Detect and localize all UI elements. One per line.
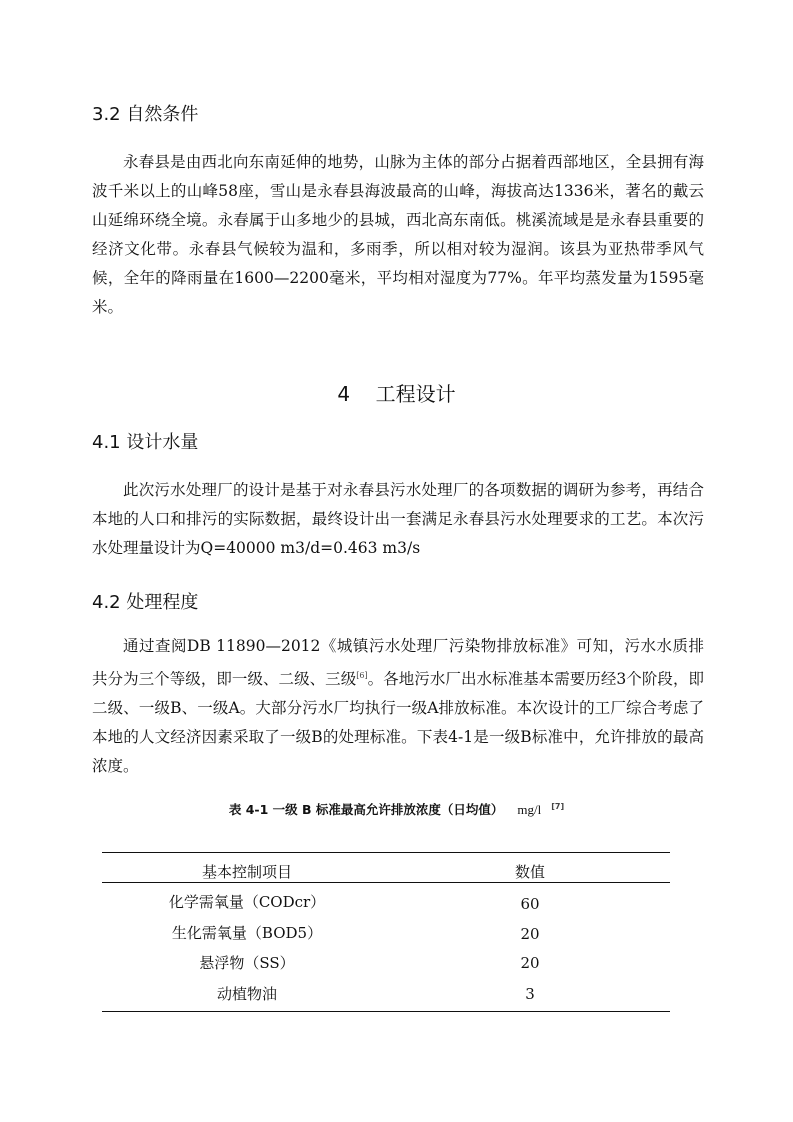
section-heading-3-2: 3.2 自然条件 <box>92 104 199 125</box>
paragraph-text-part-2: 。各地污水厂出水标准基本需要历经3个阶段，即二级、一级B、一级A。大部分污水厂均执行一级A排放标准。本次设计的工厂综合考虑了本地的人文经济因素采取了一级B的处理标准。下表4-1是一级B标准中，允许排放的最高浓度。 <box>92 670 704 776</box>
table-cell-value: 20 <box>520 925 540 943</box>
paragraph-treatment-degree <box>92 632 704 781</box>
chapter-heading-4: 4 工程设计 <box>337 382 456 406</box>
table-cell-item: 化学需氧量（CODcr） <box>168 893 326 911</box>
table-unit: mg/l <box>517 802 542 817</box>
table-cell-item: 动植物油 <box>216 985 277 1003</box>
table-caption <box>0 800 793 818</box>
table-cell-value: 3 <box>525 985 535 1003</box>
paragraph-design-water-volume: 此次污水处理厂的设计是基于对永春县污水处理厂的各项数据的调研为参考，再结合本地的人口和排污的实际数据，最终设计出一套满足永春县污水处理要求的工艺。本次污水处理量设计为Q=40000 m3/d=0.463 m3/s <box>92 481 704 557</box>
paragraph-natural-conditions: 永春县是由西北向东南延伸的地势，山脉为主体的部分占据着西部地区，全县拥有海波千米以上的山峰58座，雪山是永春县海波最高的山峰，海拔高达1336米，著名的戴云山延绵环绕全境。永春属于山多地少的县城，西北高东南低。桃溪流域是是永春县重要的经济文化带。永春县气候较为温和，多雨季，所以相对较为湿润。该县为亚热带季风气候，全年的降雨量在1600—2200毫米，平均相对湿度为77%。年平均蒸发量为1595毫米。 <box>92 153 704 316</box>
table-caption-text: 表 4-1 一级 B 标准最高允许排放浓度（日均值） <box>228 802 504 817</box>
table-bottom-rule <box>102 1011 670 1012</box>
table-header-rule <box>102 882 670 883</box>
table-top-rule <box>102 852 670 853</box>
table-cell-item: 悬浮物（SS） <box>199 954 295 972</box>
table-cell-value: 60 <box>520 895 540 913</box>
section-heading-4-2: 4.2 处理程度 <box>92 592 199 613</box>
table-header-value: 数值 <box>514 863 545 881</box>
paragraph-text-part-1: 通过查阅DB 11890—2012《城镇污水处理厂污染物排放标准》可知，污水水质排共分为三个等级，即一级、二级、三级 <box>92 637 704 689</box>
table-cell-value: 20 <box>520 954 540 972</box>
citation-7: [7] <box>551 801 565 811</box>
citation-6: [6] <box>356 671 368 680</box>
table-cell-item: 生化需氧量（BOD5） <box>171 924 323 942</box>
section-heading-4-1: 4.1 设计水量 <box>92 432 199 453</box>
table-header-item: 基本控制项目 <box>201 863 292 881</box>
